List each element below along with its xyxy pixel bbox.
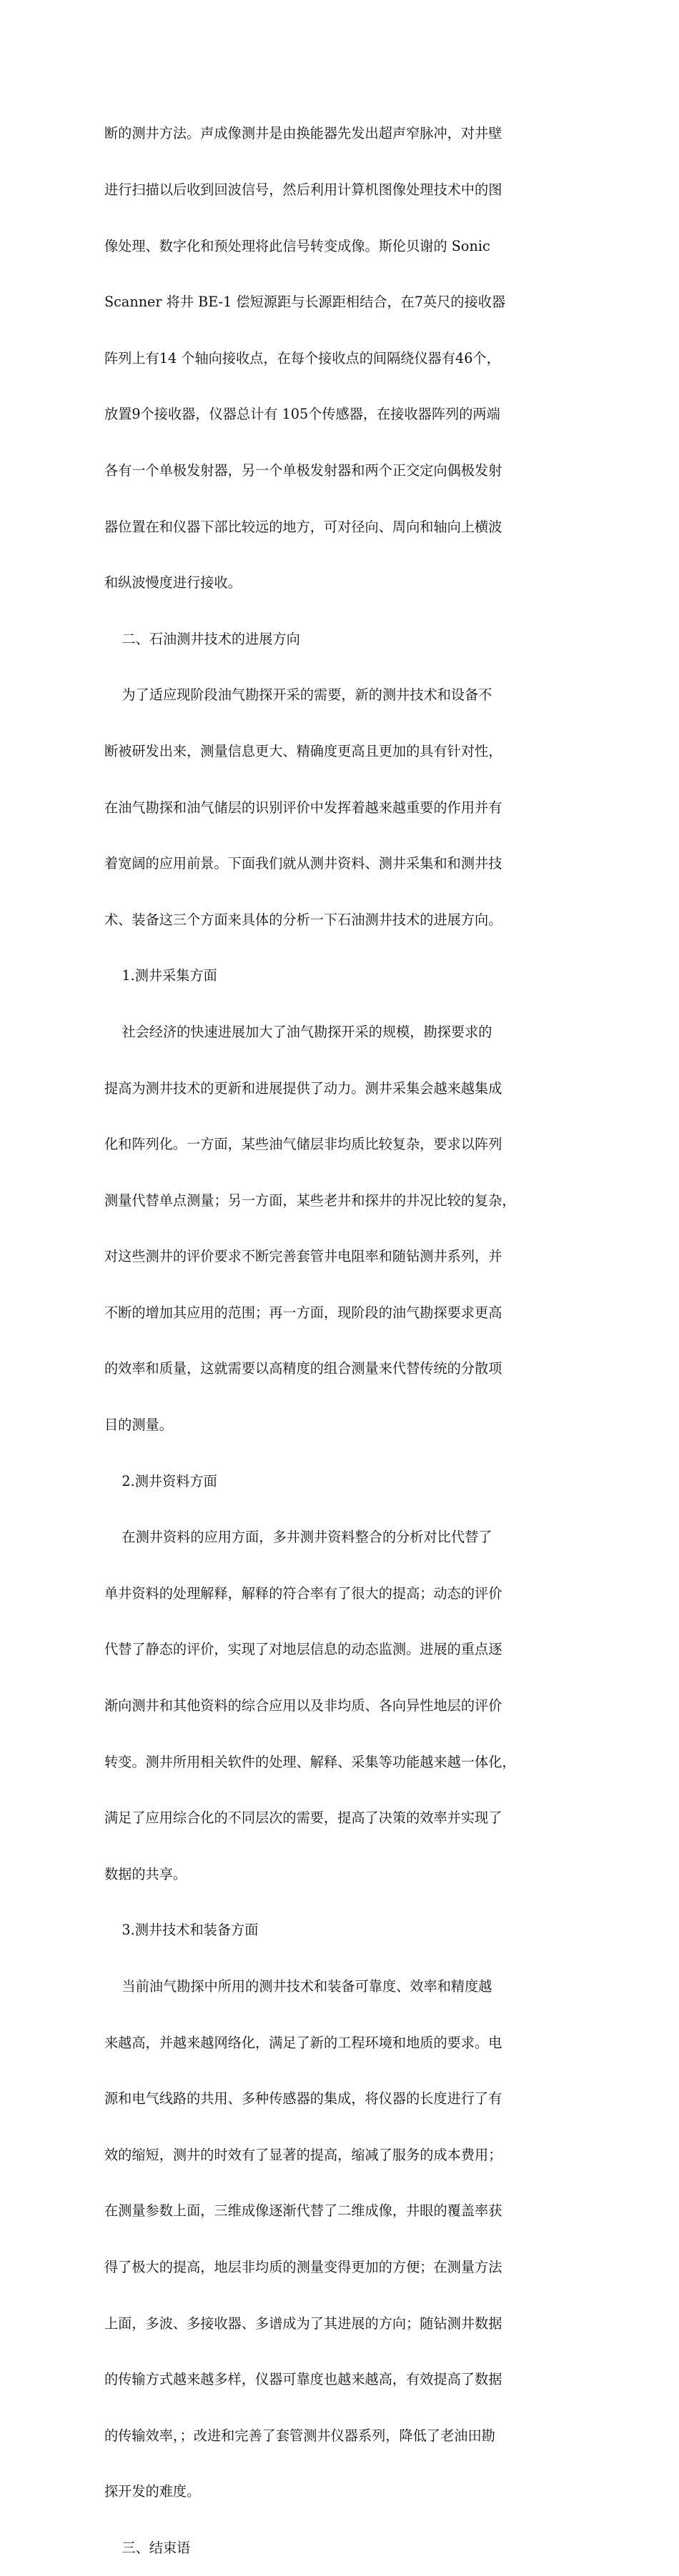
text-line: 探开发的难度。 xyxy=(104,2483,201,2500)
text-line: 满足了应用综合化的不同层次的需要，提高了决策的效率并实现了 xyxy=(104,1809,502,1827)
text-line: 术、装备这三个方面来具体的分析一下石油测井技术的进展方向。 xyxy=(104,911,502,928)
text-line: 上面，多波、多接收器、多谱成为了其进展的方向；随钻测井数据 xyxy=(104,2315,502,2332)
text-line: 在测井资料的应用方面，多井测井资料整合的分析对比代替了 xyxy=(104,1529,492,1546)
text-line: 不断的增加其应用的范围；再一方面，现阶段的油气勘探要求更高 xyxy=(104,1304,502,1321)
section-heading: 二、石油测井技术的进展方向 xyxy=(104,630,300,647)
text-line: 断被研发出来，测量信息更大、精确度更高且更加的具有针对性， xyxy=(104,742,502,759)
text-line: 得了极大的提高，地层非均质的测量变得更加的方便；在测量方法 xyxy=(104,2258,502,2275)
text-line: 测量代替单点测量；另一方面，某些老井和探井的井况比较的复杂， xyxy=(104,1192,516,1209)
text-line: 的传输效率，；改进和完善了套管测井仪器系列，降低了老油田勘 xyxy=(104,2427,495,2444)
text-line: 效的缩短，测井的时效有了显著的提高，缩减了服务的成本费用； xyxy=(104,2146,502,2163)
subsection-heading: 3.测井技术和装备方面 xyxy=(104,1922,259,1939)
subsection-heading: 2.测井资料方面 xyxy=(104,1472,217,1489)
text-line: 着宽阔的应用前景。下面我们就从测井资料、测井采集和和测井技 xyxy=(104,855,502,872)
text-line: 的传输方式越来越多样，仪器可靠度也越来越高，有效提高了数据 xyxy=(104,2371,502,2388)
text-line: 当前油气勘探中所用的测井技术和装备可靠度、效率和精度越 xyxy=(104,1978,492,1995)
text-line: 来越高，并越来越网络化，满足了新的工程环境和地质的要求。电 xyxy=(104,2034,502,2051)
text-line: 社会经济的快速进展加大了油气勘探开采的规模，勘探要求的 xyxy=(104,1023,492,1040)
text-line: 进行扫描以后收到回波信号，然后利用计算机图像处理技术中的图 xyxy=(104,181,502,198)
text-line: 器位置在和仪器下部比较远的地方，可对径向、周向和轴向上横波 xyxy=(104,518,502,535)
text-line: 在油气勘探和油气储层的识别评价中发挥着越来越重要的作用并有 xyxy=(104,799,502,816)
text-line: 代替了静态的评价，实现了对地层信息的动态监测。进展的重点逐 xyxy=(104,1641,502,1658)
text-line: 各有一个单极发射器，另一个单极发射器和两个正交定向偶极发射 xyxy=(104,461,502,479)
document-body xyxy=(104,87,570,2576)
text-line: 转变。测井所用相关软件的处理、解释、采集等功能越来越一体化， xyxy=(104,1753,516,1770)
text-line: 的效率和质量，这就需要以高精度的组合测量来代替传统的分散项 xyxy=(104,1360,502,1377)
text-line: 阵列上有14 个轴向接收点，在每个接收点的间隔绕仪器有46个， xyxy=(104,349,500,366)
text-line: 为了适应现阶段油气勘探开采的需要，新的测井技术和设备不 xyxy=(104,687,492,704)
text-line: 断的测井方法。声成像测井是由换能器先发出超声窄脉冲，对井壁 xyxy=(104,125,502,142)
text-line: 单井资料的处理解释，解释的符合率有了很大的提高；动态的评价 xyxy=(104,1584,502,1602)
section-heading: 三、结束语 xyxy=(104,2539,191,2556)
text-line: 像处理、数字化和预处理将此信号转变成像。斯伦贝谢的 Sonic xyxy=(104,237,490,254)
text-line: 目的测量。 xyxy=(104,1417,173,1434)
text-line: 源和电气线路的共用、多种传感器的集成，将仪器的长度进行了有 xyxy=(104,2090,502,2107)
text-line: 数据的共享。 xyxy=(104,1865,187,1882)
text-line: 渐向测井和其他资料的综合应用以及非均质、各向异性地层的评价 xyxy=(104,1697,502,1714)
subsection-heading: 1.测井采集方面 xyxy=(104,967,217,984)
text-line: Scanner 将井 BE-1 偿短源距与长源距相结合，在7英尺的接收器 xyxy=(104,294,506,311)
text-line: 在测量参数上面，三维成像逐渐代替了二维成像，井眼的覆盖率获 xyxy=(104,2202,502,2220)
text-line: 对这些测井的评价要求不断完善套管井电阻率和随钻测井系列，并 xyxy=(104,1248,502,1265)
text-line: 提高为测井技术的更新和进展提供了动力。测井采集会越来越集成 xyxy=(104,1079,502,1097)
text-line: 化和阵列化。一方面，某些油气储层非均质比较复杂，要求以阵列 xyxy=(104,1136,502,1153)
text-line: 和纵波慢度进行接收。 xyxy=(104,574,242,591)
text-line: 放置9个接收器，仪器总计有 105个传感器，在接收器阵列的两端 xyxy=(104,406,500,423)
